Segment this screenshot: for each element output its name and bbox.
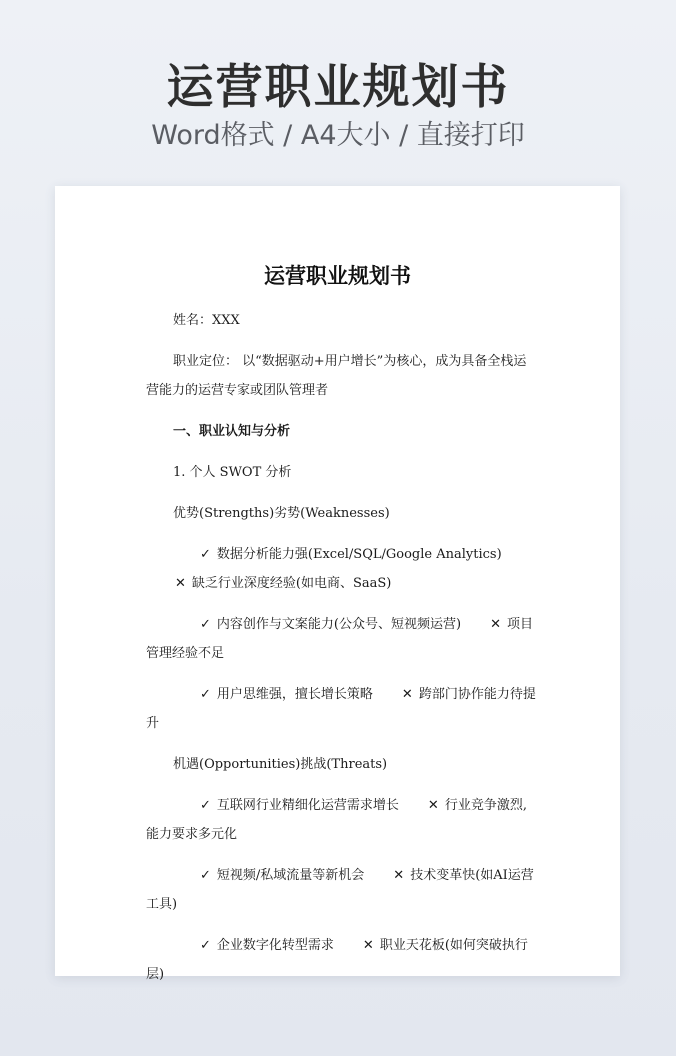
strengths-weaknesses-heading: 优势(Strengths)劣势(Weaknesses) <box>173 506 390 521</box>
opportunity-text: 短视频/私域流量等新机会 <box>216 868 365 883</box>
ot-item <box>146 791 538 849</box>
cross-icon: ✕ <box>401 687 413 702</box>
check-icon: ✓ <box>200 798 211 813</box>
ot-item <box>146 861 538 919</box>
check-icon: ✓ <box>200 868 211 883</box>
cross-icon: ✕ <box>175 576 186 591</box>
sw-item <box>146 610 538 668</box>
check-icon: ✓ <box>200 938 211 953</box>
strength-text: 用户思维强，擅长增长策略 <box>216 687 373 702</box>
strength-text: 内容创作与文案能力(公众号、短视频运营) <box>216 617 462 632</box>
document-title: 运营职业规划书 <box>264 263 411 288</box>
cross-icon: ✕ <box>393 868 405 883</box>
cross-icon: ✕ <box>427 798 439 813</box>
banner-subtitle: Word格式 / A4大小 / 直接打印 <box>151 120 525 151</box>
cross-icon: ✕ <box>490 617 501 632</box>
career-positioning: 职业定位： 以“数据驱动+用户增长”为核心，成为具备全栈运营能力的运营专家或团队管理者 <box>146 354 527 398</box>
weakness-text: 跨部门协作能力待提升 <box>146 687 536 731</box>
banner-title: 运营职业规划书 <box>166 60 510 115</box>
cross-icon: ✕ <box>362 938 374 953</box>
sw-item <box>146 540 538 598</box>
section-heading: 一、职业认知与分析 <box>173 424 291 439</box>
threat-text: 职业天花板(如何突破执行层) <box>146 938 528 982</box>
opportunity-text: 企业数字化转型需求 <box>216 938 334 953</box>
document-body <box>146 306 538 1001</box>
weakness-text: 项目管理经验不足 <box>146 617 533 661</box>
name-line: 姓名：XXX <box>173 313 240 328</box>
check-icon: ✓ <box>200 617 211 632</box>
ot-item <box>146 931 538 989</box>
threat-text: 技术变革快(如AI运营工具) <box>146 868 534 912</box>
strength-text: 数据分析能力强(Excel/SQL/Google Analytics) <box>216 547 502 562</box>
opportunities-threats-heading: 机遇(Opportunities)挑战(Threats) <box>173 757 388 772</box>
swot-heading: 1. 个人 SWOT 分析 <box>173 465 292 480</box>
check-icon: ✓ <box>200 547 211 562</box>
document-page <box>55 186 620 982</box>
check-icon: ✓ <box>200 687 211 702</box>
opportunity-text: 互联网行业精细化运营需求增长 <box>216 798 399 813</box>
sw-item <box>146 680 538 738</box>
weakness-text: 缺乏行业深度经验(如电商、SaaS) <box>191 576 392 591</box>
threat-text: 行业竞争激烈,能力要求多元化 <box>146 798 527 842</box>
